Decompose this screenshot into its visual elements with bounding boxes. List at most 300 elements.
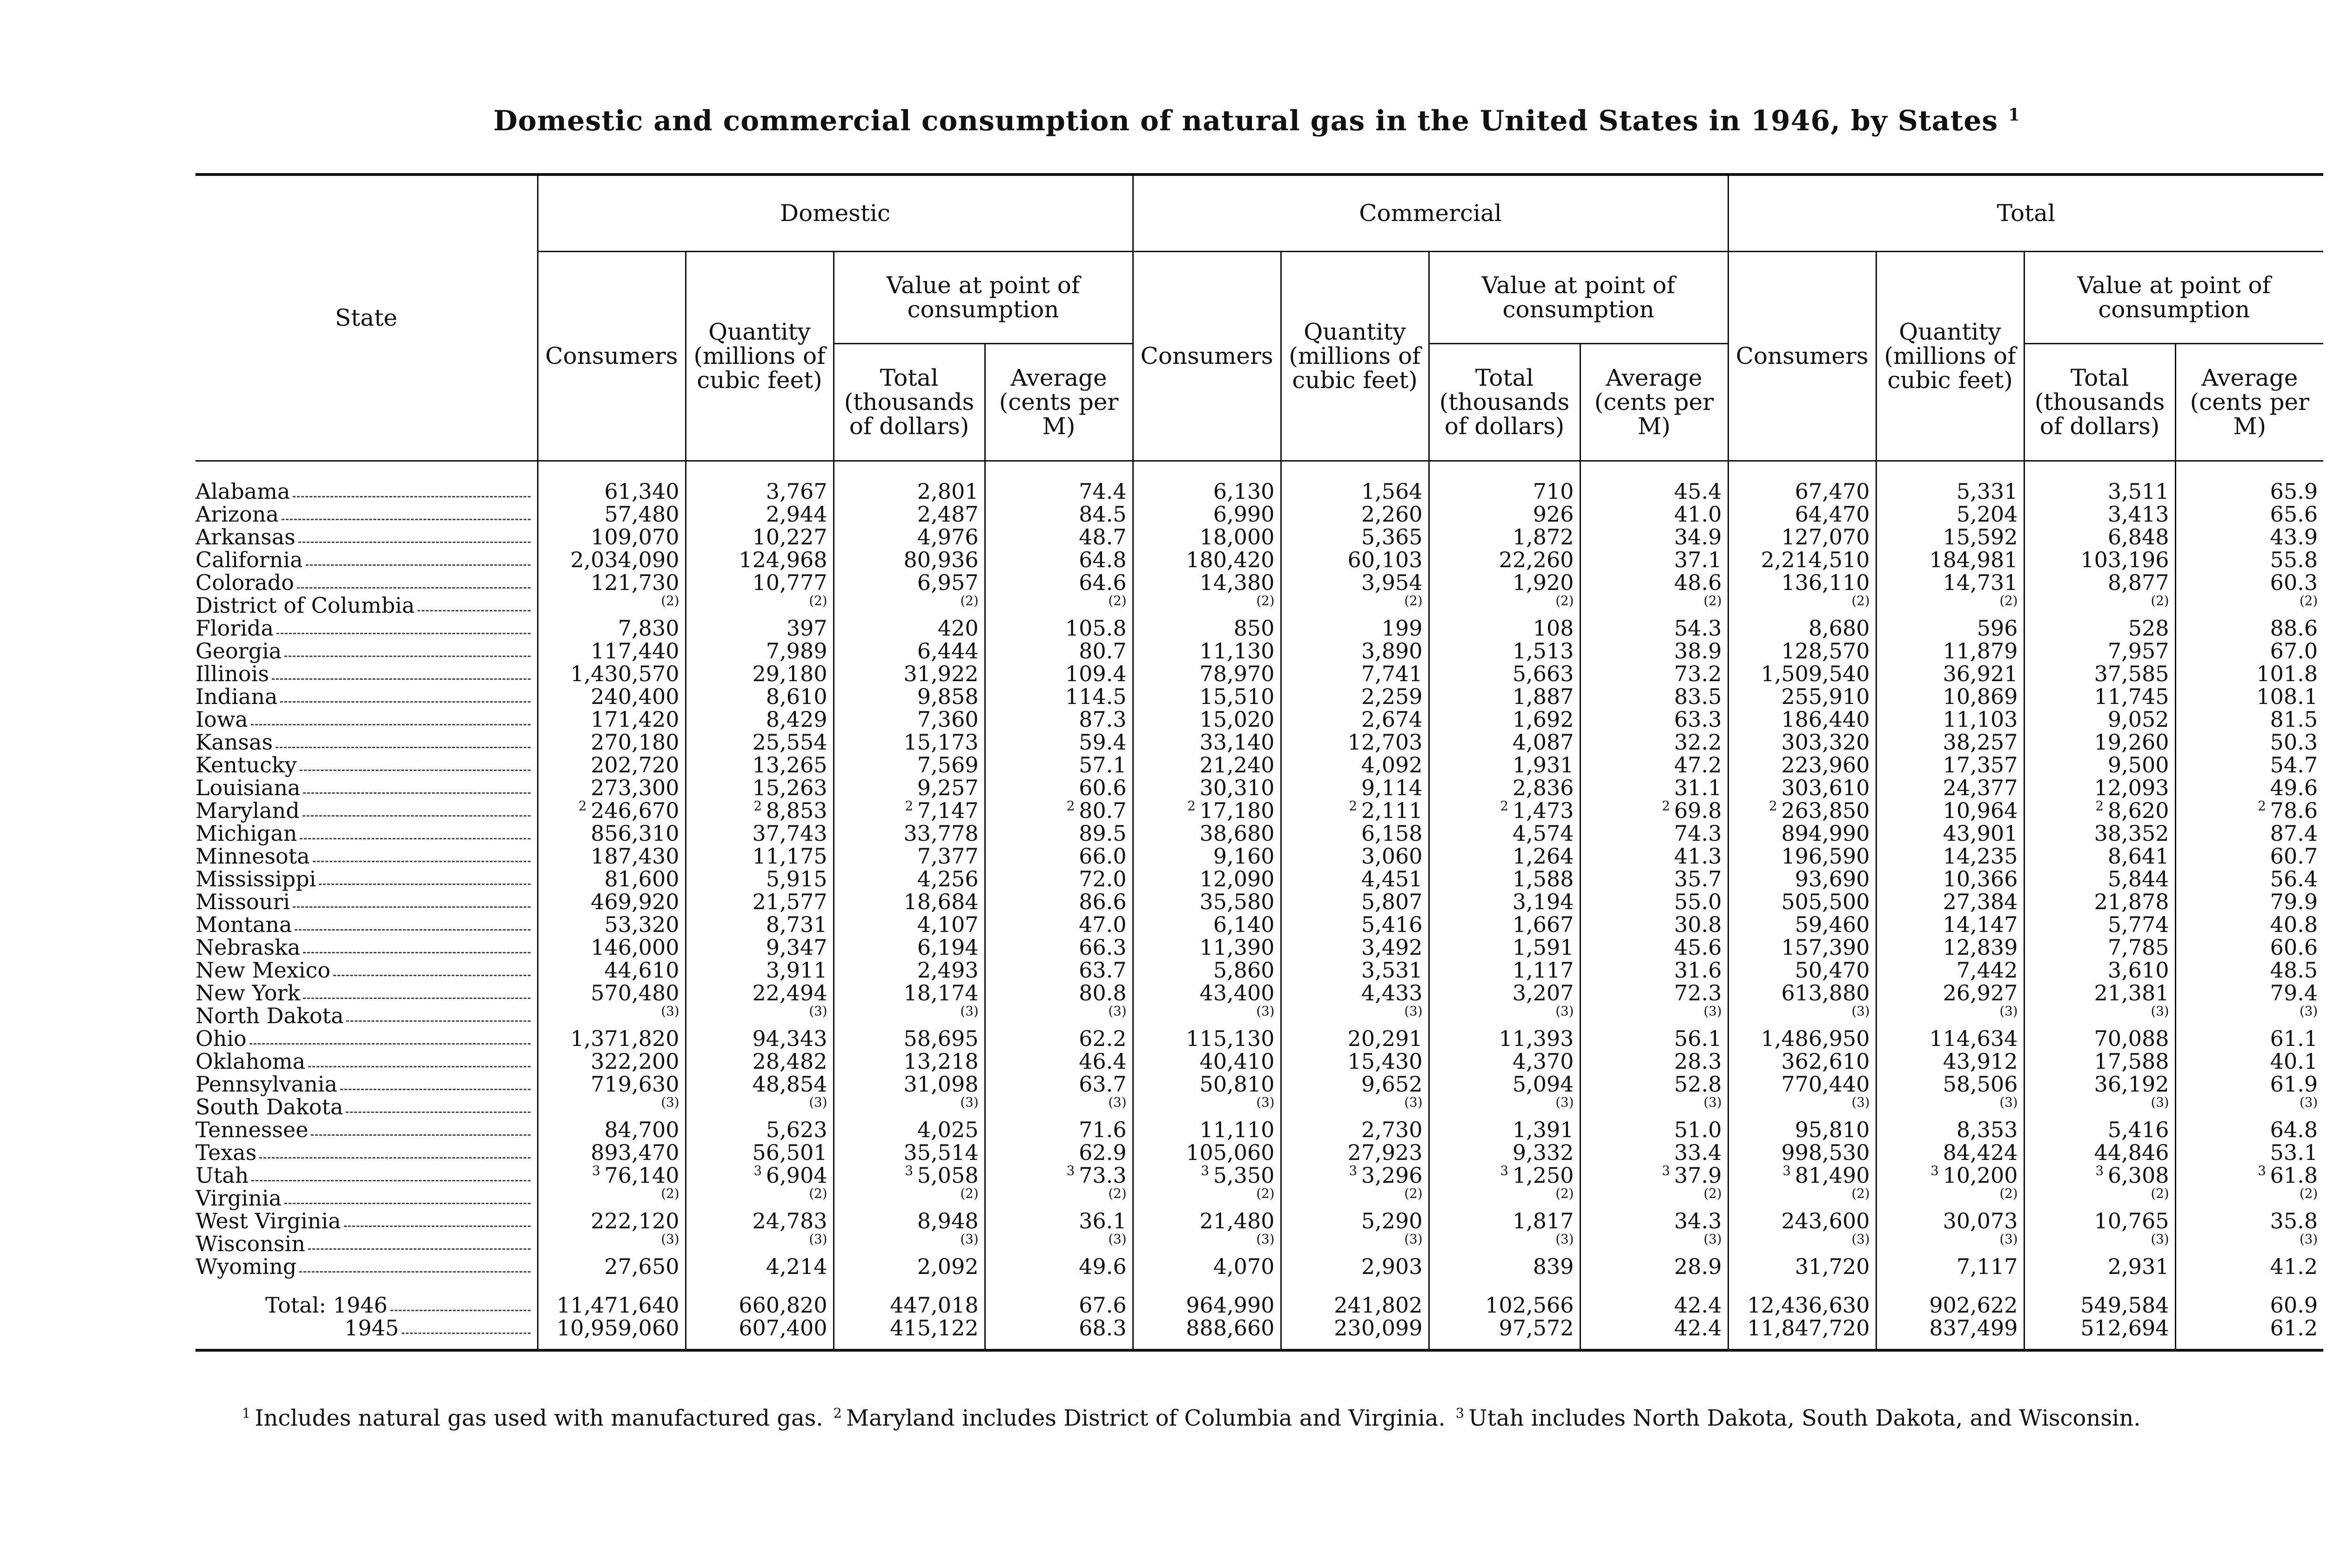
footnote-ref: (3) <box>1851 1003 1870 1019</box>
footnote <box>242 1405 823 1431</box>
table-cell: $^3$ 61.8 <box>2175 1164 2323 1187</box>
table-cell: 893,470 <box>538 1141 686 1164</box>
table-cell: 10,765 <box>2024 1210 2175 1233</box>
table-cell: 11,103 <box>1876 708 2024 731</box>
table-cell: 60.9 <box>2175 1284 2323 1317</box>
table-cell: 303,610 <box>1728 777 1876 799</box>
table-cell: 1,920 <box>1429 571 1580 594</box>
table-cell: 50,810 <box>1133 1073 1281 1096</box>
title-footnote-mark: 1 <box>2008 105 2021 125</box>
table-cell: 964,990 <box>1133 1284 1281 1317</box>
table-cell: 10,227 <box>686 526 834 549</box>
table-cell: 21,878 <box>2024 891 2175 913</box>
table-cell: 67.0 <box>2175 640 2323 663</box>
table-cell: 11,471,640 <box>538 1284 686 1317</box>
table-cell: 9,332 <box>1429 1141 1580 1164</box>
table-cell: $^2$ 80.7 <box>985 799 1133 822</box>
footnote-mark: 3 <box>1201 1163 1213 1179</box>
table-cell <box>1580 1096 1728 1119</box>
table-cell: 613,880 <box>1728 982 1876 1005</box>
table-cell: 35,514 <box>834 1141 985 1164</box>
state-name: Colorado <box>195 571 538 594</box>
table-row <box>195 1210 2323 1233</box>
table-cell: 4,433 <box>1281 982 1429 1005</box>
table-cell: 18,684 <box>834 891 985 913</box>
footnote-ref: (3) <box>1256 1231 1275 1247</box>
table-row <box>195 1119 2323 1141</box>
table-cell: $^3$ 10,200 <box>1876 1164 2024 1187</box>
table-cell: 2,674 <box>1281 708 1429 731</box>
footnote-ref: (2) <box>1404 593 1423 609</box>
table-cell <box>686 1005 834 1027</box>
table-cell: 62.9 <box>985 1141 1133 1164</box>
state-name: Ohio <box>195 1027 538 1050</box>
footnote-mark: 3 <box>1455 1405 1469 1421</box>
table-cell: 33,140 <box>1133 731 1281 754</box>
table-cell: 80.7 <box>985 640 1133 663</box>
table-cell <box>1429 1005 1580 1027</box>
table-cell: $^2$ 7,147 <box>834 799 985 822</box>
table-cell <box>1728 594 1876 617</box>
footnote-mark: 2 <box>578 798 591 814</box>
header-domestic-consumers: Consumers <box>538 251 686 461</box>
header-total-value-total: Total (thousands of dollars) <box>2024 343 2175 461</box>
table-cell: 62.2 <box>985 1027 1133 1050</box>
table-cell: 40.8 <box>2175 913 2323 936</box>
table-cell: 25,554 <box>686 731 834 754</box>
table-cell: 12,436,630 <box>1728 1284 1876 1317</box>
table-cell: 222,120 <box>538 1210 686 1233</box>
table-cell: 243,600 <box>1728 1210 1876 1233</box>
table-cell: 30.8 <box>1580 913 1728 936</box>
footnote-ref: (3) <box>1851 1231 1870 1247</box>
table-cell <box>538 1096 686 1119</box>
header-total: Total <box>1728 174 2323 251</box>
table-cell: 8,429 <box>686 708 834 731</box>
footnote-ref: (2) <box>809 1186 827 1201</box>
table-cell: 4,070 <box>1133 1255 1281 1284</box>
table-cell: 5,915 <box>686 868 834 891</box>
table-cell: $^3$ 81,490 <box>1728 1164 1876 1187</box>
table-cell: 102,566 <box>1429 1284 1580 1317</box>
table-cell: 14,147 <box>1876 913 2024 936</box>
table-cell: 230,099 <box>1281 1317 1429 1350</box>
table-cell: 61.9 <box>2175 1073 2323 1096</box>
table-cell: 18,174 <box>834 982 985 1005</box>
table-cell: 60,103 <box>1281 549 1429 571</box>
table-cell: 17,357 <box>1876 754 2024 777</box>
table-cell: 1,667 <box>1429 913 1580 936</box>
footnote-mark: 2 <box>1769 798 1782 814</box>
table-cell: 34.9 <box>1580 526 1728 549</box>
table-cell: 21,381 <box>2024 982 2175 1005</box>
table-cell: 31.6 <box>1580 959 1728 982</box>
table-row <box>195 982 2323 1005</box>
table-cell: 1,117 <box>1429 959 1580 982</box>
table-cell: $^2$ 69.8 <box>1580 799 1728 822</box>
table-cell: 596 <box>1876 617 2024 640</box>
table-body <box>195 461 2323 1350</box>
footnote-ref: (3) <box>809 1231 827 1247</box>
table-cell: 362,610 <box>1728 1050 1876 1073</box>
table-cell: 505,500 <box>1728 891 1876 913</box>
table-row <box>195 959 2323 982</box>
table-cell: 81.5 <box>2175 708 2323 731</box>
table-cell: 8,877 <box>2024 571 2175 594</box>
table-cell <box>1281 1187 1429 1210</box>
footnote-mark: 2 <box>1500 798 1513 814</box>
table-cell: 184,981 <box>1876 549 2024 571</box>
table-row <box>195 1187 2323 1210</box>
table-cell: 24,783 <box>686 1210 834 1233</box>
table-cell <box>834 1233 985 1255</box>
table-cell: 6,957 <box>834 571 985 594</box>
table-cell: 5,365 <box>1281 526 1429 549</box>
table-cell: 83.5 <box>1580 685 1728 708</box>
table-cell: 81,600 <box>538 868 686 891</box>
table-cell: 4,574 <box>1429 822 1580 845</box>
footnote-mark: 2 <box>1066 798 1079 814</box>
table-cell: 24,377 <box>1876 777 2024 799</box>
footnote-ref: (3) <box>1703 1231 1722 1247</box>
table-cell: 719,630 <box>538 1073 686 1096</box>
table-cell <box>2175 594 2323 617</box>
table-cell: 60.7 <box>2175 845 2323 868</box>
table-cell: 7,741 <box>1281 663 1429 685</box>
footnote-ref: (3) <box>2300 1231 2318 1247</box>
footnote-mark: 2 <box>2258 798 2270 814</box>
table-cell: 1,509,540 <box>1728 663 1876 685</box>
footnote-ref: (3) <box>960 1231 979 1247</box>
table-cell: 64,470 <box>1728 503 1876 526</box>
footnote-mark: 2 <box>1349 798 1361 814</box>
table-cell: 146,000 <box>538 936 686 959</box>
table-cell: 93,690 <box>1728 868 1876 891</box>
table-cell: 4,092 <box>1281 754 1429 777</box>
header-domestic-quantity: Quantity (millions of cubic feet) <box>686 251 834 461</box>
table-cell <box>2175 1096 2323 1119</box>
table-cell: $^3$ 6,904 <box>686 1164 834 1187</box>
header-commercial-value-average: Average (cents per M) <box>1580 343 1728 461</box>
table-row <box>195 777 2323 799</box>
table-cell <box>834 1096 985 1119</box>
table-cell: 56,501 <box>686 1141 834 1164</box>
footnote-ref: (3) <box>1108 1231 1127 1247</box>
table-cell: 27,923 <box>1281 1141 1429 1164</box>
table-row <box>195 571 2323 594</box>
table-cell: 128,570 <box>1728 640 1876 663</box>
table-cell: 1,588 <box>1429 868 1580 891</box>
table-row <box>195 1164 2323 1187</box>
table-cell: 2,801 <box>834 480 985 503</box>
table-cell <box>1133 1096 1281 1119</box>
table-cell: 6,140 <box>1133 913 1281 936</box>
table-cell: 97,572 <box>1429 1317 1580 1350</box>
footnote-mark: 3 <box>592 1163 605 1179</box>
table-cell: 303,320 <box>1728 731 1876 754</box>
table-cell: 710 <box>1429 480 1580 503</box>
table-cell: 9,160 <box>1133 845 1281 868</box>
footnote-ref: (2) <box>661 593 679 609</box>
table-cell: 26,927 <box>1876 982 2024 1005</box>
footnote-ref: (2) <box>1404 1186 1423 1201</box>
table-cell: $^2$ 8,620 <box>2024 799 2175 822</box>
table-cell: 5,204 <box>1876 503 2024 526</box>
table-cell: 512,694 <box>2024 1317 2175 1350</box>
table-cell: 30,310 <box>1133 777 1281 799</box>
table-cell: 37,743 <box>686 822 834 845</box>
table-cell: 9,257 <box>834 777 985 799</box>
spacer-row <box>195 461 2323 480</box>
table-cell: 12,703 <box>1281 731 1429 754</box>
footnote-ref: (2) <box>960 593 979 609</box>
table-cell <box>1281 1233 1429 1255</box>
table-cell: 61.1 <box>2175 1027 2323 1050</box>
table-cell: 38,352 <box>2024 822 2175 845</box>
table-cell: 15,263 <box>686 777 834 799</box>
table-cell: 180,420 <box>1133 549 1281 571</box>
table-cell <box>1580 594 1728 617</box>
table-row <box>195 1255 2323 1284</box>
table-cell: 48.5 <box>2175 959 2323 982</box>
footnote-ref: (3) <box>661 1003 679 1019</box>
state-name: Louisiana <box>195 777 538 799</box>
state-name: Mississippi <box>195 868 538 891</box>
table-cell <box>538 594 686 617</box>
table-cell: 19,260 <box>2024 731 2175 754</box>
footnote-ref: (3) <box>1555 1231 1574 1247</box>
footnote-mark: 2 <box>1661 798 1675 814</box>
table-cell: 894,990 <box>1728 822 1876 845</box>
footnote-ref: (3) <box>1555 1094 1574 1110</box>
table-cell: 27,384 <box>1876 891 2024 913</box>
total-row <box>195 1317 2323 1350</box>
table-title-text: Domestic and commercial consumption of natural gas in the United States in 1946, by States <box>493 105 1998 137</box>
table-cell: 7,360 <box>834 708 985 731</box>
state-name: Nebraska <box>195 936 538 959</box>
table-row <box>195 1050 2323 1073</box>
header-total-value: Value at point of consumption <box>2024 251 2323 343</box>
table-cell <box>2024 1233 2175 1255</box>
table-cell: 888,660 <box>1133 1317 1281 1350</box>
table-cell: 6,130 <box>1133 480 1281 503</box>
table-cell: $^3$ 73.3 <box>985 1164 1133 1187</box>
table-cell: 4,256 <box>834 868 985 891</box>
state-name: Iowa <box>195 708 538 731</box>
table-cell: 34.3 <box>1580 1210 1728 1233</box>
table-cell <box>1728 1233 1876 1255</box>
table-cell: 46.4 <box>985 1050 1133 1073</box>
footnote-ref: (2) <box>1999 1186 2018 1201</box>
table-cell: 3,511 <box>2024 480 2175 503</box>
table-cell: 4,107 <box>834 913 985 936</box>
table-cell <box>2175 1187 2323 1210</box>
footnote-ref: (2) <box>1555 1186 1574 1201</box>
table-cell <box>1133 1005 1281 1027</box>
table-cell: 8,610 <box>686 685 834 708</box>
table-cell: 95,810 <box>1728 1119 1876 1141</box>
table-row <box>195 503 2323 526</box>
table-cell: 660,820 <box>686 1284 834 1317</box>
table-cell: 109.4 <box>985 663 1133 685</box>
state-name: Minnesota <box>195 845 538 868</box>
table-cell: 7,117 <box>1876 1255 2024 1284</box>
table-cell: 84,424 <box>1876 1141 2024 1164</box>
table-row <box>195 1027 2323 1050</box>
header-state: State <box>195 174 538 461</box>
table-cell: 136,110 <box>1728 571 1876 594</box>
table-cell: 50,470 <box>1728 959 1876 982</box>
table-row <box>195 640 2323 663</box>
table-cell: 31,098 <box>834 1073 985 1096</box>
table-row <box>195 1096 2323 1119</box>
table-cell: $^2$ 17,180 <box>1133 799 1281 822</box>
table-cell: 54.7 <box>2175 754 2323 777</box>
table-cell: 80,936 <box>834 549 985 571</box>
footnote-ref: (3) <box>1108 1094 1127 1110</box>
table-cell: 127,070 <box>1728 526 1876 549</box>
table-cell: 4,370 <box>1429 1050 1580 1073</box>
table-cell: 240,400 <box>538 685 686 708</box>
table-cell: 47.2 <box>1580 754 1728 777</box>
table-cell: 117,440 <box>538 640 686 663</box>
table-cell: 72.3 <box>1580 982 1728 1005</box>
header-commercial-consumers: Consumers <box>1133 251 1281 461</box>
footnote-mark: 3 <box>1500 1163 1513 1179</box>
table-cell <box>2175 1233 2323 1255</box>
table-cell: 67,470 <box>1728 480 1876 503</box>
footnote <box>834 1405 1446 1431</box>
table-row <box>195 868 2323 891</box>
table-cell: 29,180 <box>686 663 834 685</box>
table-cell: 1,872 <box>1429 526 1580 549</box>
table-cell: 4,087 <box>1429 731 1580 754</box>
table-cell: 28,482 <box>686 1050 834 1073</box>
table-cell <box>538 1005 686 1027</box>
table-cell <box>1580 1233 1728 1255</box>
table-cell: 13,265 <box>686 754 834 777</box>
table-cell: 273,300 <box>538 777 686 799</box>
table-row <box>195 822 2323 845</box>
table-cell <box>985 594 1133 617</box>
table-cell: 31,922 <box>834 663 985 685</box>
state-name: 1945 <box>195 1317 538 1350</box>
table-cell: 9,500 <box>2024 754 2175 777</box>
table-cell: 1,430,570 <box>538 663 686 685</box>
table-cell: 11,879 <box>1876 640 2024 663</box>
table-cell: 64.6 <box>985 571 1133 594</box>
table-cell: 5,290 <box>1281 1210 1429 1233</box>
state-name: Kentucky <box>195 754 538 777</box>
table-cell: 55.8 <box>2175 549 2323 571</box>
table-cell: 5,774 <box>2024 913 2175 936</box>
footnote-ref: (3) <box>2300 1003 2318 1019</box>
table-cell: 570,480 <box>538 982 686 1005</box>
table-cell: 63.7 <box>985 959 1133 982</box>
state-name: Pennsylvania <box>195 1073 538 1096</box>
table-cell: 4,451 <box>1281 868 1429 891</box>
table-cell: 6,158 <box>1281 822 1429 845</box>
table-cell: 50.3 <box>2175 731 2323 754</box>
table-row <box>195 685 2323 708</box>
table-cell: 48,854 <box>686 1073 834 1096</box>
table-cell: 11,110 <box>1133 1119 1281 1141</box>
table-cell: 42.4 <box>1580 1317 1728 1350</box>
table-cell: 5,860 <box>1133 959 1281 982</box>
table-cell: 3,911 <box>686 959 834 982</box>
state-name: Oklahoma <box>195 1050 538 1073</box>
table-cell: 3,610 <box>2024 959 2175 982</box>
table-row <box>195 891 2323 913</box>
table-cell <box>834 1005 985 1027</box>
table-cell: 420 <box>834 617 985 640</box>
footnote <box>1456 1405 2141 1431</box>
table-cell: 5,623 <box>686 1119 834 1141</box>
table-cell: 36,192 <box>2024 1073 2175 1096</box>
table-cell: 44,846 <box>2024 1141 2175 1164</box>
table-cell: 1,564 <box>1281 480 1429 503</box>
table-cell: 84.5 <box>985 503 1133 526</box>
table-cell: 40,410 <box>1133 1050 1281 1073</box>
table-cell: 63.7 <box>985 1073 1133 1096</box>
table-cell: $^2$ 78.6 <box>2175 799 2323 822</box>
table-cell: $^3$ 5,350 <box>1133 1164 1281 1187</box>
table-cell: 64.8 <box>985 549 1133 571</box>
table-cell: 2,260 <box>1281 503 1429 526</box>
table-cell: 839 <box>1429 1255 1580 1284</box>
state-name: California <box>195 549 538 571</box>
table-cell: 21,577 <box>686 891 834 913</box>
table-cell: 770,440 <box>1728 1073 1876 1096</box>
table-cell: 11,175 <box>686 845 834 868</box>
table-cell: 8,680 <box>1728 617 1876 640</box>
header-commercial-value: Value at point of consumption <box>1429 251 1728 343</box>
table-cell: 53,320 <box>538 913 686 936</box>
table-cell: 10,869 <box>1876 685 2024 708</box>
table-cell: 1,371,820 <box>538 1027 686 1050</box>
table-cell: 58,506 <box>1876 1073 2024 1096</box>
table-cell: 60.6 <box>2175 936 2323 959</box>
footnote-mark: 3 <box>1066 1163 1079 1179</box>
footnote-mark: 3 <box>1930 1163 1943 1179</box>
table-cell: 9,858 <box>834 685 985 708</box>
table-cell: 67.6 <box>985 1284 1133 1317</box>
header-commercial-quantity: Quantity (millions of cubic feet) <box>1281 251 1429 461</box>
table-cell: 74.3 <box>1580 822 1728 845</box>
header-total-consumers: Consumers <box>1728 251 1876 461</box>
table-cell: 14,731 <box>1876 571 2024 594</box>
footnote-ref: (3) <box>1851 1094 1870 1110</box>
footnote-ref: (2) <box>1108 593 1127 609</box>
table-cell: 35.7 <box>1580 868 1728 891</box>
header-domestic: Domestic <box>538 174 1133 251</box>
footnote-text: Includes natural gas used with manufactured gas. <box>255 1405 823 1431</box>
footnote-mark: 3 <box>1349 1163 1361 1179</box>
table-cell: 3,954 <box>1281 571 1429 594</box>
table-row <box>195 549 2323 571</box>
table-cell: 114,634 <box>1876 1027 2024 1050</box>
state-name: Texas <box>195 1141 538 1164</box>
footnote-ref: (2) <box>1108 1186 1127 1201</box>
table-cell: 44,610 <box>538 959 686 982</box>
table-cell <box>1429 1233 1580 1255</box>
footnote-ref: (2) <box>809 593 827 609</box>
table-cell: 28.9 <box>1580 1255 1728 1284</box>
table-cell <box>1133 1233 1281 1255</box>
state-name: Montana <box>195 913 538 936</box>
state-name: Michigan <box>195 822 538 845</box>
table-cell <box>1133 594 1281 617</box>
